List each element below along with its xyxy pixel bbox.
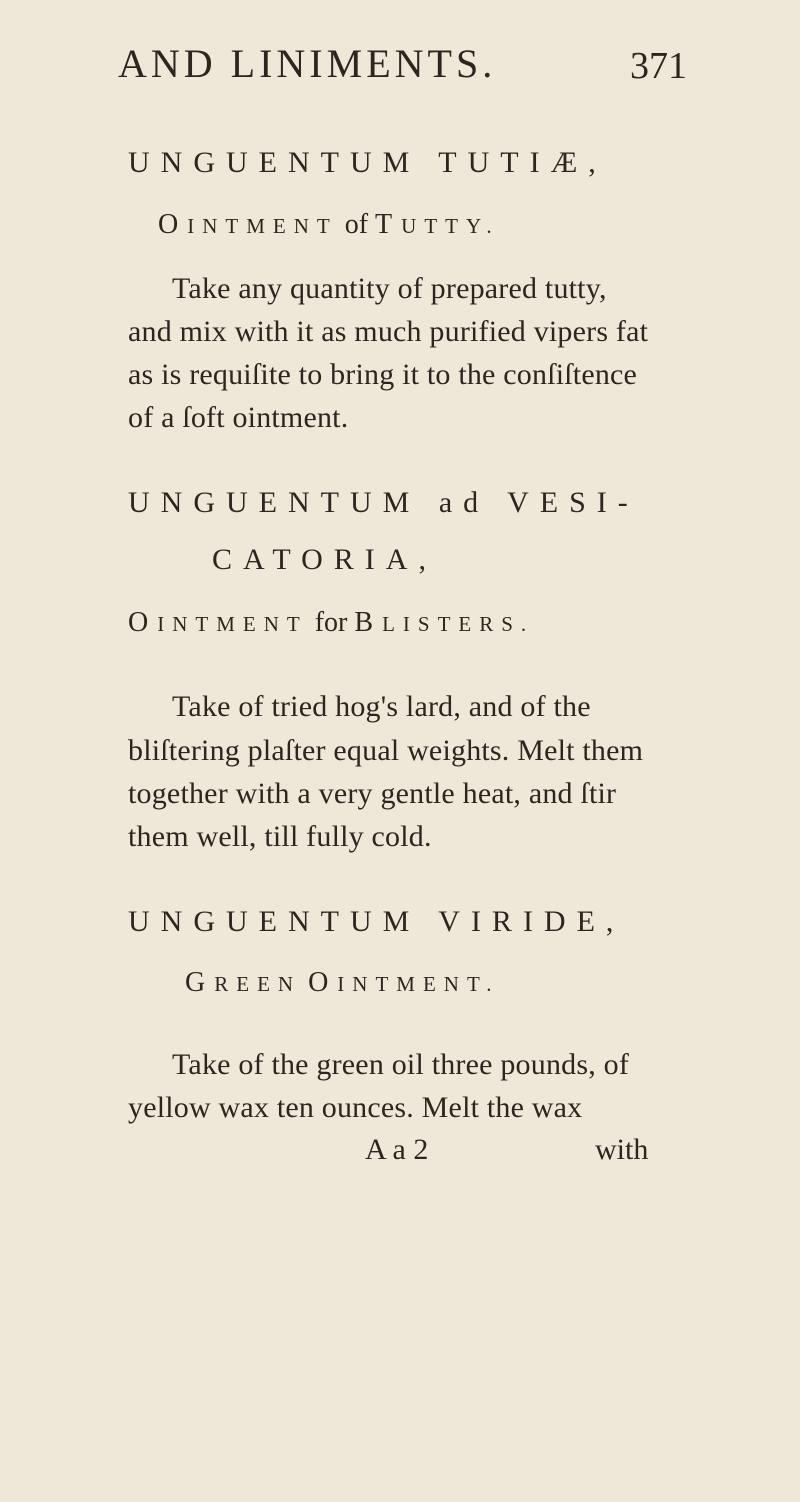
body-line: yellow wax ten ounces. Melt the wax: [128, 1091, 583, 1124]
subtitle-part: T: [375, 209, 402, 240]
section-subtitle-tutty: [158, 209, 500, 241]
body-line: of a ſoft ointment.: [128, 401, 349, 434]
body-line: Take of tried hog's lard, and of the: [172, 690, 591, 723]
subtitle-part: O: [128, 607, 158, 638]
running-head: AND LINIMENTS.: [118, 41, 497, 86]
subtitle-part: O: [158, 209, 188, 240]
subtitle-part: INTMENT.: [337, 972, 500, 996]
subtitle-part: REEN: [214, 972, 302, 996]
subtitle-part: UTTY.: [401, 214, 500, 238]
section-subtitle-blisters: [128, 607, 534, 639]
body-line: and mix with it as much purified vipers fat: [128, 315, 649, 348]
subtitle-part: LISTERS.: [382, 612, 535, 636]
body-line: together with a very gentle heat, and ſtir: [128, 777, 617, 810]
catchword: with: [595, 1133, 649, 1166]
subtitle-part: INTMENT: [157, 612, 308, 636]
section-title-viride: UNGUENTUM VIRIDE,: [128, 905, 625, 938]
subtitle-part: of: [337, 209, 376, 240]
section-title-tutiae: UNGUENTUM TUTIÆ,: [128, 146, 607, 179]
body-line: Take of the green oil three pounds, of: [172, 1048, 630, 1081]
section-subtitle-green: [185, 967, 499, 999]
signature-mark: A a 2: [365, 1133, 429, 1166]
subtitle-part: INTMENT: [187, 214, 338, 238]
body-line: as is requiſite to bring it to the conſiſtence: [128, 358, 638, 391]
page-number: 371: [630, 45, 687, 87]
subtitle-part: for: [307, 607, 355, 638]
body-line: Take any quantity of prepared tutty,: [172, 272, 607, 305]
body-line: them well, till fully cold.: [128, 820, 432, 853]
body-line: bliſtering plaſter equal weights. Melt them: [128, 734, 644, 767]
subtitle-part: B: [354, 607, 383, 638]
section-title-vesicatoria-line1: UNGUENTUM ad VESI-: [128, 486, 639, 519]
subtitle-part: G: [185, 967, 215, 998]
subtitle-part: O: [308, 967, 338, 998]
section-title-vesicatoria-line2: CATORIA,: [212, 543, 437, 576]
subtitle-part: [301, 967, 308, 998]
